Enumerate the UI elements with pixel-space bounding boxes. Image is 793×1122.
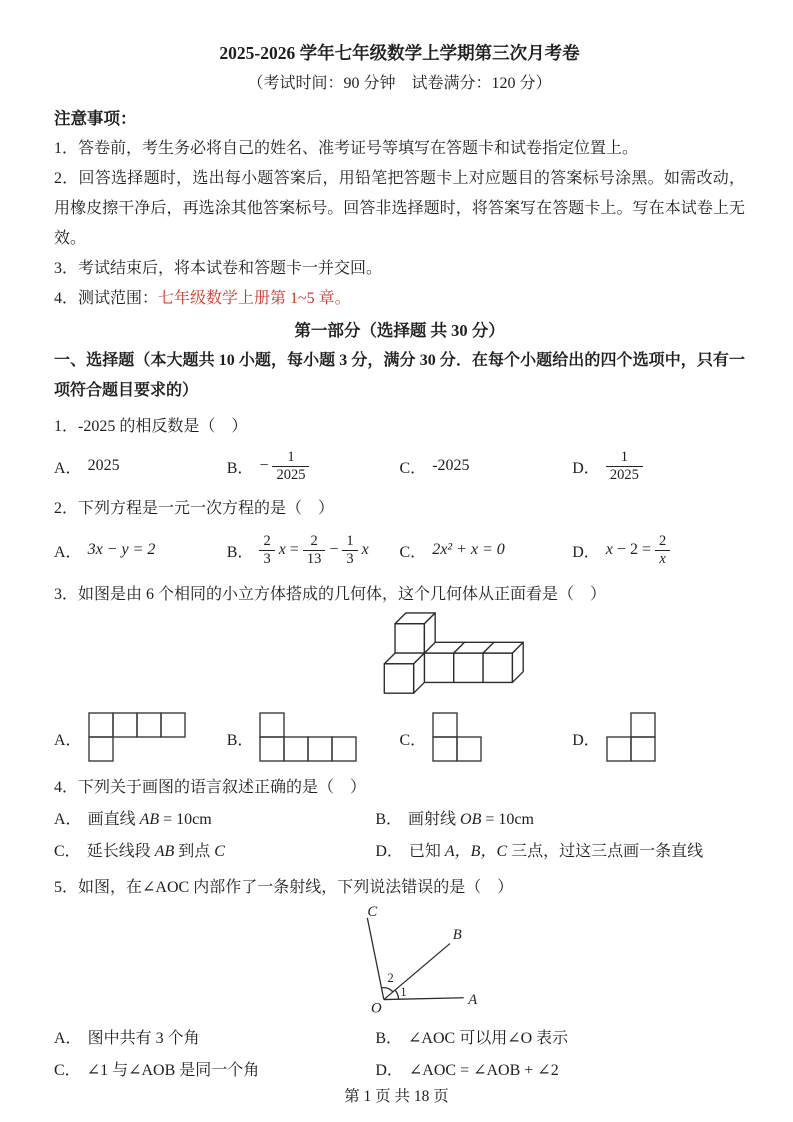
option-text: 已知 — [408, 843, 445, 860]
q1-stem: 1．-2025 的相反数是（ ） — [54, 418, 248, 435]
option-text: -2025 — [432, 457, 470, 474]
point-label-c: C — [367, 905, 378, 921]
option-text: ∠1 与∠AOB 是同一个角 — [86, 1062, 260, 1079]
q3-stem: 3．如图是由 6 个相同的小立方体搭成的几何体，这个几何体从正面看是（ ） — [54, 586, 607, 603]
q4-options-row2 — [54, 837, 745, 867]
q4-option-c — [54, 837, 375, 867]
fraction: $\frac{1}{2025}$ — [272, 449, 309, 483]
minus-sign: − — [259, 457, 269, 474]
fraction: $\frac{2}{3}$ — [259, 533, 274, 567]
test-scope-highlight: 七年级数学上册第 1~5 章。 — [158, 290, 351, 307]
angle-label-2: 2 — [387, 971, 394, 986]
option-text: ∠AOC 可以用∠O 表示 — [408, 1030, 569, 1047]
option-label: D． — [375, 1062, 403, 1079]
page-footer: 第 1 页 共 18 页 — [344, 1088, 449, 1105]
q3-option-a — [54, 712, 227, 764]
q1-option-b — [227, 449, 400, 483]
equals-sign: = — [289, 541, 299, 558]
q2-option-b — [227, 533, 400, 567]
q5-option-a — [54, 1024, 375, 1054]
option-label: B． — [226, 543, 254, 561]
option-formula: 2x² + x = 0 — [432, 541, 505, 558]
q3-option-b — [227, 712, 400, 764]
variable: AB — [139, 811, 160, 828]
q3-option-c — [400, 712, 573, 764]
option-formula — [259, 449, 309, 483]
option-label: A． — [54, 1030, 82, 1047]
option-label: D． — [375, 843, 403, 860]
q5-options-row2 — [54, 1056, 745, 1086]
q4-option-b — [375, 805, 745, 835]
exam-title: 2025-2026 学年七年级数学上学期第三次月考卷 — [219, 43, 580, 63]
option-label: A． — [54, 543, 82, 561]
option-label: C． — [399, 731, 427, 749]
notice-item-3: 3．考试结束后，将本试卷和答题卡一并交回。 — [54, 260, 383, 277]
operator-text: − 2 = — [616, 541, 651, 558]
section1-intro: 一、选择题（本大题共 10 小题，每小题 3 分，满分 30 分．在每个小题给出的四个选项中，只有一项符合题目要求的） — [54, 352, 745, 399]
variable: OB — [460, 811, 482, 828]
q4-option-d — [375, 837, 745, 867]
cube-assembly-figure — [349, 612, 535, 702]
q4-option-a — [54, 805, 375, 835]
option-text: = 10cm — [481, 811, 534, 828]
front-view-shape-b — [259, 712, 359, 764]
q5-stem: 5．如图，在∠AOC 内部作了一条射线，下列说法错误的是（ ） — [54, 879, 514, 896]
notice-section — [54, 104, 745, 314]
option-formula — [606, 533, 670, 567]
angle-label-1: 1 — [400, 984, 407, 999]
option-text: 到点 — [174, 843, 215, 860]
option-label: B． — [375, 811, 402, 828]
option-label: A． — [54, 811, 82, 828]
q1-option-c — [400, 455, 573, 478]
q5-option-d — [375, 1056, 745, 1086]
option-text: 三点，过这三点画一条直线 — [507, 843, 704, 860]
part1-heading: 第一部分（选择题 共 30 分） — [294, 321, 505, 340]
q2-option-a — [54, 539, 227, 562]
variable: x — [605, 541, 613, 558]
option-label: D． — [572, 543, 600, 561]
option-label: A． — [54, 459, 82, 477]
q2-options — [54, 526, 745, 574]
fraction: $\frac{2}{13}$ — [303, 533, 326, 567]
variable: C — [214, 843, 225, 860]
option-label: D． — [572, 731, 600, 749]
option-label: C． — [399, 543, 427, 561]
angle-figure — [342, 905, 512, 1017]
variable: A，B，C — [444, 843, 508, 860]
option-label: D． — [572, 459, 600, 477]
q5-options-row1 — [54, 1024, 745, 1054]
option-text: ∠AOC = ∠AOB + ∠2 — [408, 1062, 559, 1079]
option-label: C． — [54, 1062, 81, 1079]
q2-option-c — [400, 539, 573, 562]
option-label: B． — [226, 459, 254, 477]
point-label-a: A — [468, 992, 478, 1009]
notice-item-4 — [54, 284, 745, 314]
option-label: A． — [54, 731, 82, 749]
option-label: C． — [399, 459, 427, 477]
point-label-b: B — [452, 926, 462, 943]
q5-option-c — [54, 1056, 375, 1086]
option-text: 2025 — [87, 457, 120, 474]
option-formula — [259, 533, 368, 567]
fraction: $\frac{2}{x}$ — [655, 533, 670, 567]
fraction: $\frac{1}{3}$ — [342, 533, 357, 567]
front-view-shape-c — [432, 712, 484, 764]
q1-options — [54, 444, 745, 488]
variable: AB — [154, 843, 175, 860]
notice-item-2: 2．回答选择题时，选出每小题答案后，用铅笔把答题卡上对应题目的答案标号涂黑。如需改动，用橡皮擦干净后，再选涂其他答案标号。回答非选择题时，将答案写在答题卡上。写在本试卷上无效。 — [54, 170, 745, 247]
option-text: 延长线段 — [86, 843, 155, 860]
minus-sign: − — [329, 541, 339, 558]
q4-options-row1 — [54, 805, 745, 835]
front-view-shape-d — [606, 712, 658, 764]
variable: x — [361, 541, 369, 558]
notice-item-4-prefix: 4．测试范围： — [54, 290, 159, 307]
q3-options — [54, 711, 745, 765]
q4-stem: 4．下列关于画图的语言叙述正确的是（ ） — [54, 779, 367, 796]
variable: x — [278, 541, 286, 558]
option-text: = 10cm — [159, 811, 212, 828]
option-label: C． — [54, 843, 81, 860]
point-label-o: O — [371, 1000, 382, 1017]
front-view-shape-a — [88, 712, 188, 764]
option-formula: 3x − y = 2 — [87, 541, 156, 558]
q5-option-b — [375, 1024, 745, 1054]
exam-meta: （考试时间：90 分钟 试卷满分：120 分） — [247, 75, 552, 92]
q3-option-d — [572, 712, 745, 764]
q2-stem: 2．下列方程是一元一次方程的是（ ） — [54, 500, 335, 517]
fraction: $\frac{1}{2025}$ — [606, 449, 643, 483]
option-label: B． — [226, 731, 254, 749]
q1-option-d — [572, 449, 745, 483]
q2-option-d — [572, 533, 745, 567]
option-text: 图中共有 3 个角 — [87, 1030, 200, 1047]
notice-heading: 注意事项： — [54, 109, 137, 128]
option-label: B． — [375, 1030, 402, 1047]
option-text: 画直线 — [87, 811, 140, 828]
option-text: 画射线 — [408, 811, 461, 828]
notice-item-1: 1．答卷前，考生务必将自己的姓名、准考证号等填写在答题卡和试卷指定位置上。 — [54, 140, 639, 157]
q1-option-a — [54, 455, 227, 478]
